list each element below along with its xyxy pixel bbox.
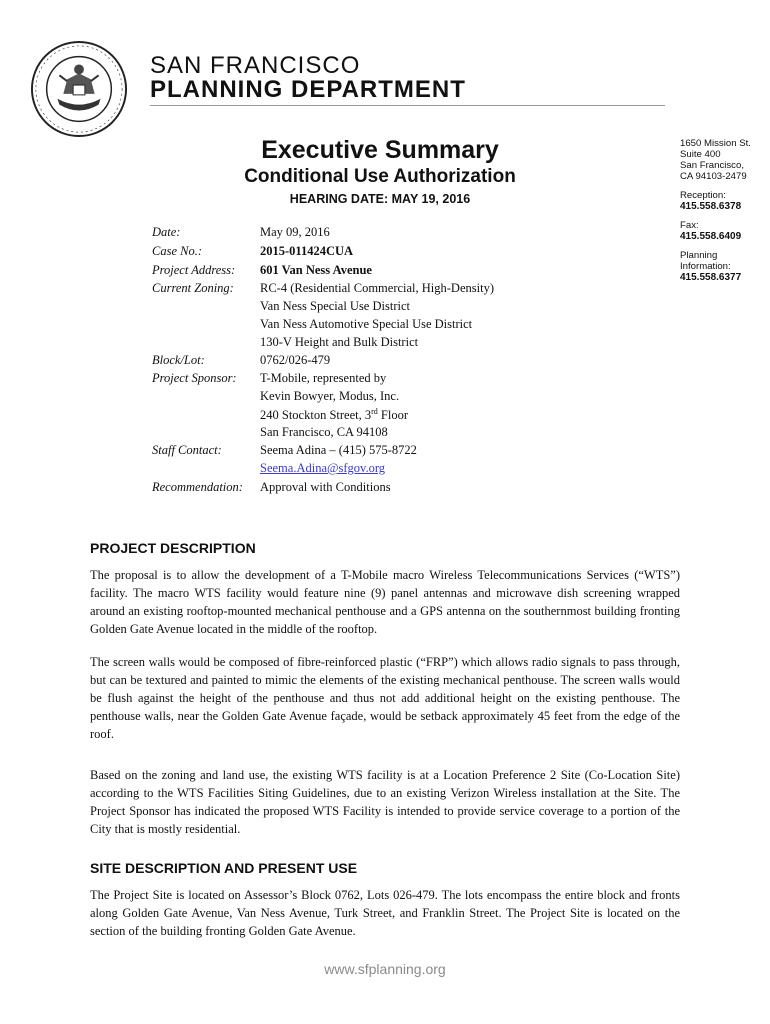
staff-contact: Seema Adina – (415) 575-8722 (260, 443, 417, 457)
document-title: Executive Summary (261, 136, 499, 164)
org-name-line1: SAN FRANCISCO (150, 52, 361, 79)
footer-url[interactable]: www.sfplanning.org (324, 961, 446, 977)
sponsor-line: 240 Stockton Street, 3rd Floor (260, 407, 408, 423)
recommendation: Approval with Conditions (260, 480, 391, 494)
header-divider (150, 105, 665, 106)
org-name-line2: PLANNING DEPARTMENT (150, 76, 466, 103)
fax-contact: Fax: 415.558.6409 (680, 220, 742, 242)
block-lot: 0762/026-479 (260, 353, 331, 367)
document-subtitle: Conditional Use Authorization (244, 166, 516, 187)
project-address: 601 Van Ness Avenue (260, 263, 372, 277)
date-value: May 09, 2016 (260, 225, 330, 239)
sponsor-line: T-Mobile, represented by (260, 371, 387, 385)
contact-sidebar (680, 138, 770, 291)
zoning-line: Van Ness Special Use District (260, 299, 410, 313)
block-lot-label: Block/Lot: (152, 353, 205, 367)
date-label: Date: (152, 225, 181, 239)
paragraph: The screen walls would be composed of fibre-reinforced plastic (“FRP”) which allows radio signals to pass through, but can be textured and painted to mimic the elements of the existing mechanical penthouse. The screen walls would be flush against the height of the penthouse and thus not add additional height on the existing penthouse. The penthouse walls, near the Golden Gate Avenue façade, would be setback approximately 45 feet from the edge of the roof. (90, 655, 680, 741)
zoning-label: Current Zoning: (152, 281, 234, 295)
zoning-line: Van Ness Automotive Special Use District (260, 317, 473, 331)
site-description-heading: SITE DESCRIPTION AND PRESENT USE (90, 860, 358, 876)
department-address: 1650 Mission St. Suite 400 San Francisco, CA 94103-2479 (680, 138, 751, 182)
case-label: Case No.: (152, 244, 202, 258)
planning-info-contact: Planning Information: 415.558.6377 (680, 250, 742, 283)
project-description-heading: PROJECT DESCRIPTION (90, 540, 256, 556)
sponsor-line: Kevin Bowyer, Modus, Inc. (260, 389, 400, 403)
city-seal-icon (30, 40, 128, 138)
reception-contact: Reception: 415.558.6378 (680, 190, 742, 212)
paragraph: The Project Site is located on Assessor’s Block 0762, Lots 026-479. The lots encompass the entire block and fronts along Golden Gate Avenue, Van Ness Avenue, Turk Street, and Franklin Street. The Project Site is located on the section of the building fronting Golden Gate Avenue. (90, 888, 680, 938)
case-number: 2015-011424CUA (260, 244, 354, 258)
sponsor-line: San Francisco, CA 94108 (260, 425, 388, 439)
zoning-line: 130-V Height and Bulk District (260, 335, 419, 349)
staff-email-link[interactable]: Seema.Adina@sfgov.org (260, 461, 386, 475)
sponsor-label: Project Sponsor: (152, 371, 237, 385)
paragraph: Based on the zoning and land use, the existing WTS facility is at a Location Preference 2 Site (Co-Location Site) according to the WTS Facilities Siting Guidelines, due to an existing Verizon Wireless installation at the Site. The Project Sponsor has indicated the proposed WTS Facility is intended to provide service coverage to a portion of the City that is mostly residential. (90, 768, 680, 836)
paragraph: The proposal is to allow the development of a T-Mobile macro Wireless Telecommunications Services (“WTS”) facility. The macro WTS facility would feature nine (9) panel antennas and microwave dish screening wrapped around an existing rooftop-mounted mechanical penthouse and a GPS antenna on the southernmost building fronting Golden Gate Avenue located in the middle of the rooftop. (90, 568, 680, 636)
recommendation-label: Recommendation: (152, 480, 243, 494)
zoning-line: RC-4 (Residential Commercial, High-Density) (260, 281, 494, 295)
hearing-date: HEARING DATE: MAY 19, 2016 (289, 192, 471, 206)
project-address-label: Project Address: (152, 263, 236, 277)
staff-label: Staff Contact: (152, 443, 222, 457)
